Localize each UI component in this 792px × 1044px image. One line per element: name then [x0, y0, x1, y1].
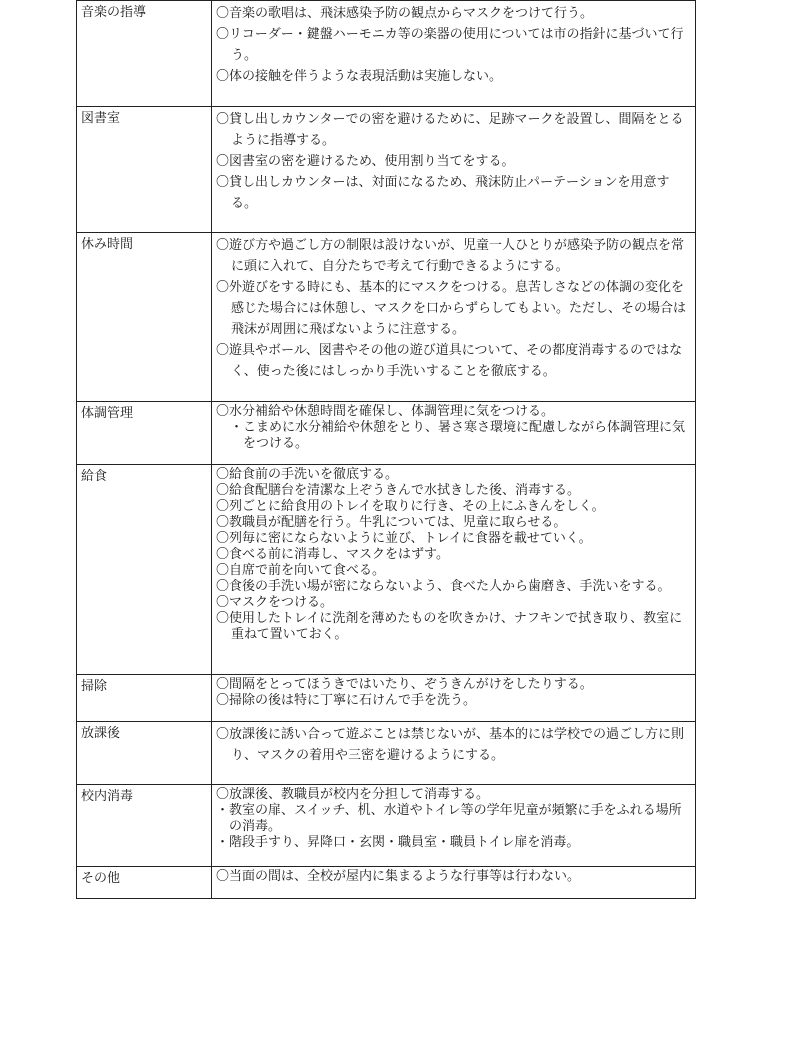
list-item: 〇貸し出しカウンターは、対面になるため、飛沫防止パーテーションを用意する。 — [216, 175, 670, 211]
table-row — [77, 722, 696, 785]
table-row — [77, 675, 696, 722]
content-cell — [212, 675, 696, 722]
content-cell — [212, 233, 696, 402]
list-item: 〇当面の間は、全校が屋内に集まるような行事等は行わない。 — [216, 869, 581, 884]
list-item: 〇図書室の密を避けるため、使用割り当てをする。 — [216, 154, 515, 169]
list-item: 〇掃除の後は特に丁寧に石けんで手を洗う。 — [216, 693, 477, 708]
bullet-item: ・教室の扉、スイッチ、机、水道やトイレ等の学年児童が頻繁に手をふれる場所の消毒。 — [216, 803, 682, 834]
list-item: 〇水分補給や休憩時間を確保し、体調管理に気をつける。 — [216, 404, 555, 419]
content-cell — [212, 722, 696, 785]
table-row — [77, 233, 696, 402]
category-cell: 音楽の指導 — [77, 1, 212, 107]
list-item: 〇使用したトレイに洗剤を薄めたものを吹きかけ、ナフキンで拭き取り、教室に重ねて置いておく。 — [216, 611, 683, 642]
category-cell: 図書室 — [77, 107, 212, 233]
list-item: 〇給食前の手洗いを徹底する。 — [216, 467, 399, 482]
category-cell: その他 — [77, 867, 212, 899]
list-item: 〇放課後、教職員が校内を分担して消毒する。 — [216, 787, 490, 802]
table-row — [77, 107, 696, 233]
table-row — [77, 785, 696, 867]
list-item: 〇外遊びをする時にも、基本的にマスクをつける。息苦しさなどの体調の変化を感じた場合には休憩し、マスクを口からずらしてもよい。ただし、その場合は飛沫が周囲に飛ばないように注意する。 — [216, 280, 687, 337]
list-item: 〇自席で前を向いて食べる。 — [216, 563, 386, 578]
content-cell — [212, 465, 696, 675]
measures-table-sheet — [76, 0, 696, 899]
category-cell: 放課後 — [77, 722, 212, 785]
sub-item: ・こまめに水分補給や休憩をとり、暑さ寒さ環境に配慮しながら体調管理に気をつける。 — [230, 420, 686, 451]
content-cell — [212, 785, 696, 867]
list-item: 〇貸し出しカウンターでの密を避けるために、足跡マークを設置し、間隔をとるように指導する。 — [216, 112, 684, 148]
category-cell: 掃除 — [77, 675, 212, 722]
list-item: 〇遊び方や過ごし方の制限は設けないが、児童一人ひとりが感染予防の観点を常に頭に入れて、自分たちで考えて行動できるようにする。 — [216, 238, 685, 274]
category-cell: 校内消毒 — [77, 785, 212, 867]
table-row — [77, 465, 696, 675]
list-item: 〇間隔をとってほうきではいたり、ぞうきんがけをしたりする。 — [216, 677, 593, 692]
list-item: 〇列毎に密にならないように並び、トレイに食器を載せていく。 — [216, 531, 592, 546]
list-item: 〇放課後に誘い合って遊ぶことは禁じないが、基本的には学校での過ごし方に則り、マスクの着用や三密を避けるようにする。 — [216, 727, 685, 763]
content-cell — [212, 1, 696, 107]
list-item: 〇列ごとに給食用のトレイを取りに行き、その上にふきんをしく。 — [216, 499, 605, 514]
table-row — [77, 1, 696, 107]
list-item: 〇食べる前に消毒し、マスクをはずす。 — [216, 547, 449, 562]
list-item: 〇教職員が配膳を行う。牛乳については、児童に取らせる。 — [216, 515, 567, 530]
measures-table — [76, 0, 696, 899]
category-cell: 給食 — [77, 465, 212, 675]
table-row — [77, 402, 696, 465]
category-cell: 体調管理 — [77, 402, 212, 465]
content-cell — [212, 107, 696, 233]
content-cell — [212, 867, 696, 899]
list-item: 〇給食配膳台を清潔な上ぞうきんで水拭きした後、消毒する。 — [216, 483, 581, 498]
list-item: 〇食後の手洗い場が密にならないよう、食べた人から歯磨き、手洗いをする。 — [216, 579, 671, 594]
content-cell — [212, 402, 696, 465]
list-item: 〇遊具やボール、図書やその他の遊び道具について、その都度消毒するのではなく、使った後にはしっかり手洗いすることを徹底する。 — [216, 343, 683, 379]
table-row — [77, 867, 696, 899]
list-item: 〇音楽の歌唱は、飛沫感染予防の観点からマスクをつけて行う。 — [216, 6, 594, 21]
list-item: 〇体の接触を伴うような表現活動は実施しない。 — [216, 69, 503, 84]
category-cell: 休み時間 — [77, 233, 212, 402]
list-item: 〇リコーダー・鍵盤ハーモニカ等の楽器の使用については市の指針に基づいて行う。 — [216, 27, 684, 63]
list-item: 〇マスクをつける。 — [216, 595, 334, 610]
bullet-item: ・階段手すり、昇降口・玄関・職員室・職員トイレ扉を消毒。 — [216, 835, 580, 850]
